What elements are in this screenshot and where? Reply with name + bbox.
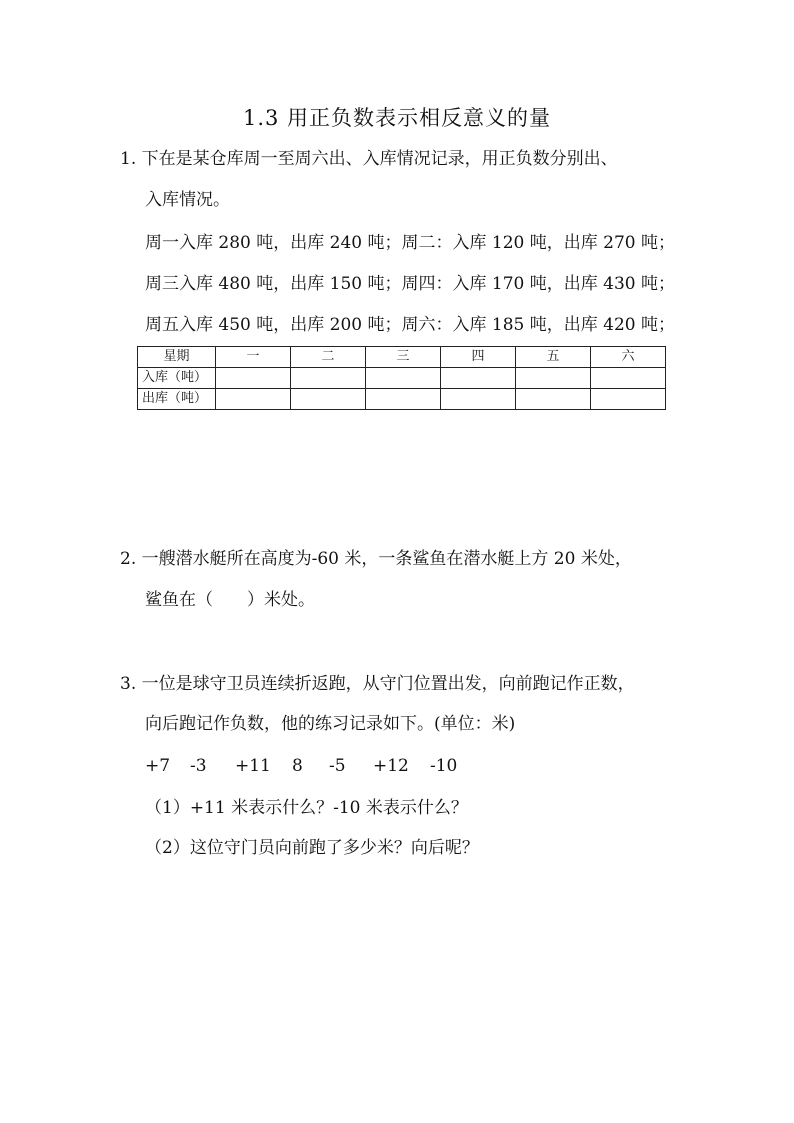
record-value: +7	[145, 756, 171, 776]
record-value: +11	[235, 756, 271, 776]
answer-cell[interactable]	[216, 389, 291, 410]
question-3-sub-2: （2）这位守门员向前跑了多少米？向后呢？	[145, 838, 479, 858]
record-value: +12	[373, 756, 409, 776]
warehouse-table	[137, 346, 666, 410]
answer-cell[interactable]	[516, 368, 591, 389]
table-header-cell: 二	[291, 347, 366, 368]
question-3-sub-1: （1）+11 米表示什么？-10 米表示什么？	[145, 798, 468, 818]
answer-cell[interactable]	[591, 389, 666, 410]
question-1-line-4: 周三入库 480 吨，出库 150 吨；周四：入库 170 吨，出库 430 吨；	[145, 274, 676, 294]
record-value: -3	[190, 756, 207, 776]
table-header-cell: 五	[516, 347, 591, 368]
table-row	[138, 368, 666, 389]
question-2-line-1: 2. 一艘潜水艇所在高度为-60 米，一条鲨鱼在潜水艇上方 20 米处，	[120, 549, 632, 569]
table-header-cell: 星期	[138, 347, 216, 368]
question-3-line-2: 向后跑记作负数，他的练习记录如下。(单位：米)	[145, 714, 516, 734]
record-value: -10	[430, 756, 458, 776]
row-label-in: 入库（吨）	[138, 368, 216, 389]
answer-cell[interactable]	[441, 389, 516, 410]
answer-cell[interactable]	[516, 389, 591, 410]
table-header-cell: 一	[216, 347, 291, 368]
page-title: 1.3 用正负数表示相反意义的量	[242, 106, 552, 130]
question-2-line-2: 鲨鱼在（ ）米处。	[145, 590, 315, 610]
question-1-line-2: 入库情况。	[145, 190, 230, 210]
table-header-row	[138, 347, 666, 368]
answer-cell[interactable]	[291, 389, 366, 410]
question-3-line-1: 3. 一位是球守卫员连续折返跑，从守门位置出发，向前跑记作正数，	[120, 674, 635, 694]
answer-cell[interactable]	[291, 368, 366, 389]
question-1-line-3: 周一入库 280 吨，出库 240 吨；周二：入库 120 吨，出库 270 吨；	[145, 233, 676, 253]
record-value: 8	[292, 756, 303, 776]
table-row	[138, 389, 666, 410]
question-1-line-5: 周五入库 450 吨，出库 200 吨；周六：入库 185 吨，出库 420 吨；	[145, 315, 676, 335]
answer-cell[interactable]	[366, 389, 441, 410]
record-value: -5	[329, 756, 346, 776]
answer-cell[interactable]	[366, 368, 441, 389]
answer-cell[interactable]	[216, 368, 291, 389]
answer-cell[interactable]	[441, 368, 516, 389]
table-header-cell: 三	[366, 347, 441, 368]
running-record-sequence	[145, 755, 475, 777]
table-header-cell: 四	[441, 347, 516, 368]
question-1-line-1: 1. 下在是某仓库周一至周六出、入库情况记录，用正负数分别出、	[120, 149, 618, 169]
row-label-out: 出库（吨）	[138, 389, 216, 410]
answer-cell[interactable]	[591, 368, 666, 389]
table-header-cell: 六	[591, 347, 666, 368]
